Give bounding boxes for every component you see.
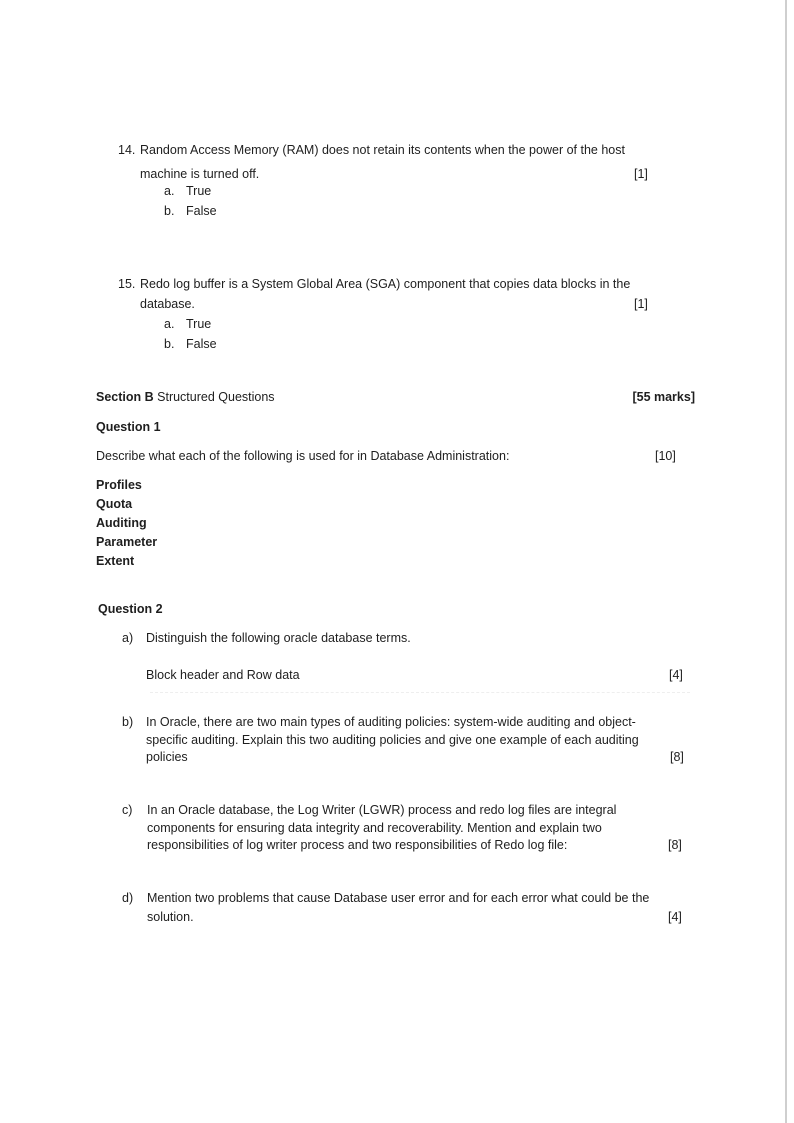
question1-prompt: Describe what each of the following is used for in Database Administration: bbox=[96, 449, 510, 463]
q2b-label: b) bbox=[122, 715, 134, 729]
q2c-label: c) bbox=[122, 803, 133, 817]
page-edge bbox=[785, 0, 787, 1123]
q14-marks: [1] bbox=[634, 167, 648, 181]
q2d-label: d) bbox=[122, 891, 134, 905]
q2b-marks: [8] bbox=[670, 750, 684, 764]
q2b-line1: In Oracle, there are two main types of auditing policies: system-wide auditing and object- bbox=[146, 715, 636, 729]
q14-text-line2: machine is turned off. bbox=[140, 167, 260, 181]
term-auditing: Auditing bbox=[96, 516, 147, 530]
q2c-line3: responsibilities of log writer process and two responsibilities of Redo log file: bbox=[147, 838, 568, 852]
section-b-subtitle: Structured Questions bbox=[153, 390, 275, 404]
question2-heading: Question 2 bbox=[98, 602, 163, 616]
question1-heading: Question 1 bbox=[96, 420, 161, 434]
q2d-marks: [4] bbox=[668, 910, 682, 924]
q14-text-line1: Random Access Memory (RAM) does not retain its contents when the power of the host bbox=[140, 143, 625, 157]
term-profiles: Profiles bbox=[96, 478, 142, 492]
q15-marks: [1] bbox=[634, 297, 648, 311]
q2c-line2: components for ensuring data integrity and recoverability. Mention and explain two bbox=[147, 821, 602, 835]
q14-option-a-letter: a. bbox=[164, 184, 175, 198]
section-b-label: Section B bbox=[96, 390, 154, 404]
q2a-text: Distinguish the following oracle database terms. bbox=[146, 631, 411, 645]
q15-text-line2: database. bbox=[140, 297, 195, 311]
q2d-line1: Mention two problems that cause Database user error and for each error what could be the bbox=[147, 891, 650, 905]
q14-option-b-letter: b. bbox=[164, 204, 175, 218]
q2a-sub: Block header and Row data bbox=[146, 668, 300, 682]
question1-marks: [10] bbox=[655, 449, 676, 463]
q2b-line2: specific auditing. Explain this two auditing policies and give one example of each auditing bbox=[146, 733, 639, 747]
q15-number: 15. bbox=[118, 277, 136, 291]
q15-option-a: True bbox=[186, 317, 212, 331]
q2d-line2: solution. bbox=[147, 910, 194, 924]
q14-number: 14. bbox=[118, 143, 136, 157]
q15-option-b-letter: b. bbox=[164, 337, 175, 351]
q14-option-b: False bbox=[186, 204, 217, 218]
term-quota: Quota bbox=[96, 497, 133, 511]
term-extent: Extent bbox=[96, 554, 135, 568]
section-b-title bbox=[96, 388, 275, 406]
q2c-line1: In an Oracle database, the Log Writer (LGWR) process and redo log files are integral bbox=[147, 803, 617, 817]
term-parameter: Parameter bbox=[96, 535, 158, 549]
scan-artifact-line bbox=[150, 692, 690, 693]
q2a-label: a) bbox=[122, 631, 134, 645]
q2a-marks: [4] bbox=[669, 668, 683, 682]
section-b-marks: [55 marks] bbox=[632, 390, 695, 404]
q15-option-a-letter: a. bbox=[164, 317, 175, 331]
q15-text-line1: Redo log buffer is a System Global Area (SGA) component that copies data blocks in the bbox=[140, 277, 631, 291]
q2b-line3: policies bbox=[146, 750, 188, 764]
q14-option-a: True bbox=[186, 184, 212, 198]
q15-option-b: False bbox=[186, 337, 217, 351]
q2c-marks: [8] bbox=[668, 838, 682, 852]
